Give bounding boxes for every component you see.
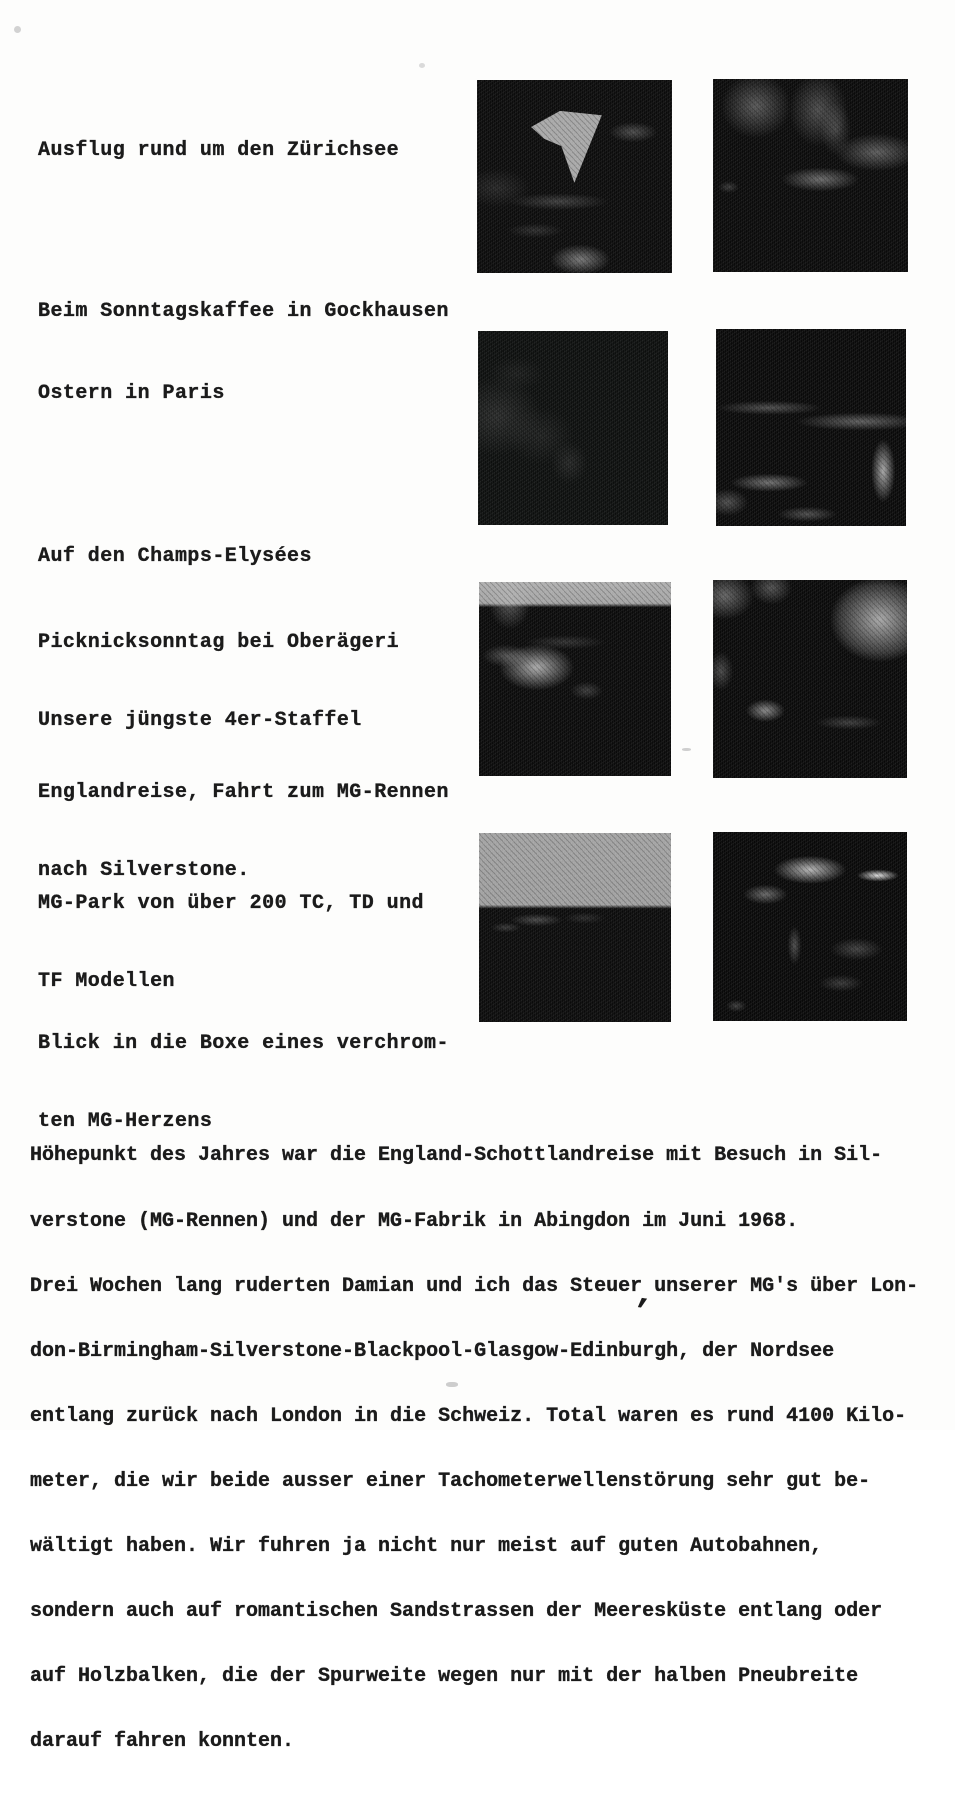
stray-typewriter-mark: ’	[629, 1294, 653, 1332]
photo-row1-left	[477, 80, 672, 273]
scan-speck	[14, 26, 21, 33]
paragraph-line: wältigt haben. Wir fuhren ja nicht nur meist auf guten Autobahnen,	[30, 1535, 823, 1559]
caption-ostern-paris	[38, 329, 225, 459]
caption-line: nach Silverstone.	[38, 859, 250, 882]
photo-highlight	[530, 111, 602, 184]
caption-ausflug-zurichsee	[38, 86, 399, 216]
scan-speck	[419, 63, 425, 68]
photo-row3-right	[713, 580, 907, 778]
caption-line: TF Modellen	[38, 970, 175, 993]
paragraph-line: Drei Wochen lang ruderten Damian und ich das Steuer unserer MG's über Lon-	[30, 1274, 919, 1298]
caption-line: Beim Sonntagskaffee in Gockhausen	[38, 300, 449, 323]
scan-speck	[682, 748, 691, 751]
paragraph-line: verstone (MG-Rennen) und der MG-Fabrik in Abingdon im Juni 1968.	[30, 1209, 799, 1233]
caption-line: Ausflug rund um den Zürichsee	[38, 139, 400, 162]
paragraph-line: entlang zurück nach London in die Schweiz. Total waren es rund 4100 Kilo-	[30, 1404, 907, 1428]
paragraph-line: sondern auch auf romantischen Sandstrassen der Meeresküste entlang oder	[30, 1600, 883, 1624]
caption-line: Ostern in Paris	[38, 382, 225, 405]
body-paragraph	[30, 1102, 918, 1797]
caption-line: Auf den Champs-Elysées	[38, 545, 312, 568]
photo-row2-right	[716, 329, 906, 526]
caption-line: Unsere jüngste 4er-Staffel	[38, 709, 362, 732]
paragraph-line: darauf fahren konnten.	[30, 1730, 295, 1754]
photo-row3-left	[479, 582, 671, 776]
photo-row2-left	[478, 331, 668, 525]
scan-speck	[446, 1382, 458, 1387]
photo-row1-right	[713, 79, 908, 272]
caption-line: Blick in die Boxe eines verchrom-	[38, 1032, 449, 1055]
paragraph-line: Höhepunkt des Jahres war die England-Schottlandreise mit Besuch in Sil-	[30, 1144, 883, 1168]
caption-line: Picknicksonntag bei Oberägeri	[38, 631, 400, 654]
caption-line: ten MG-Herzens	[38, 1110, 213, 1133]
caption-line: Englandreise, Fahrt zum MG-Rennen	[38, 781, 449, 804]
paragraph-line: meter, die wir beide ausser einer Tachometerwellenstörung sehr gut be-	[30, 1469, 871, 1493]
photo-row4-left	[479, 833, 671, 1022]
paragraph-line: auf Holzbalken, die der Spurweite wegen nur mit der halben Pneubreite	[30, 1665, 859, 1689]
photo-row4-right	[713, 832, 907, 1021]
caption-line: MG-Park von über 200 TC, TD und	[38, 892, 425, 915]
paragraph-line: don-Birmingham-Silverstone-Blackpool-Glasgow-Edinburgh, der Nordsee	[30, 1339, 835, 1363]
